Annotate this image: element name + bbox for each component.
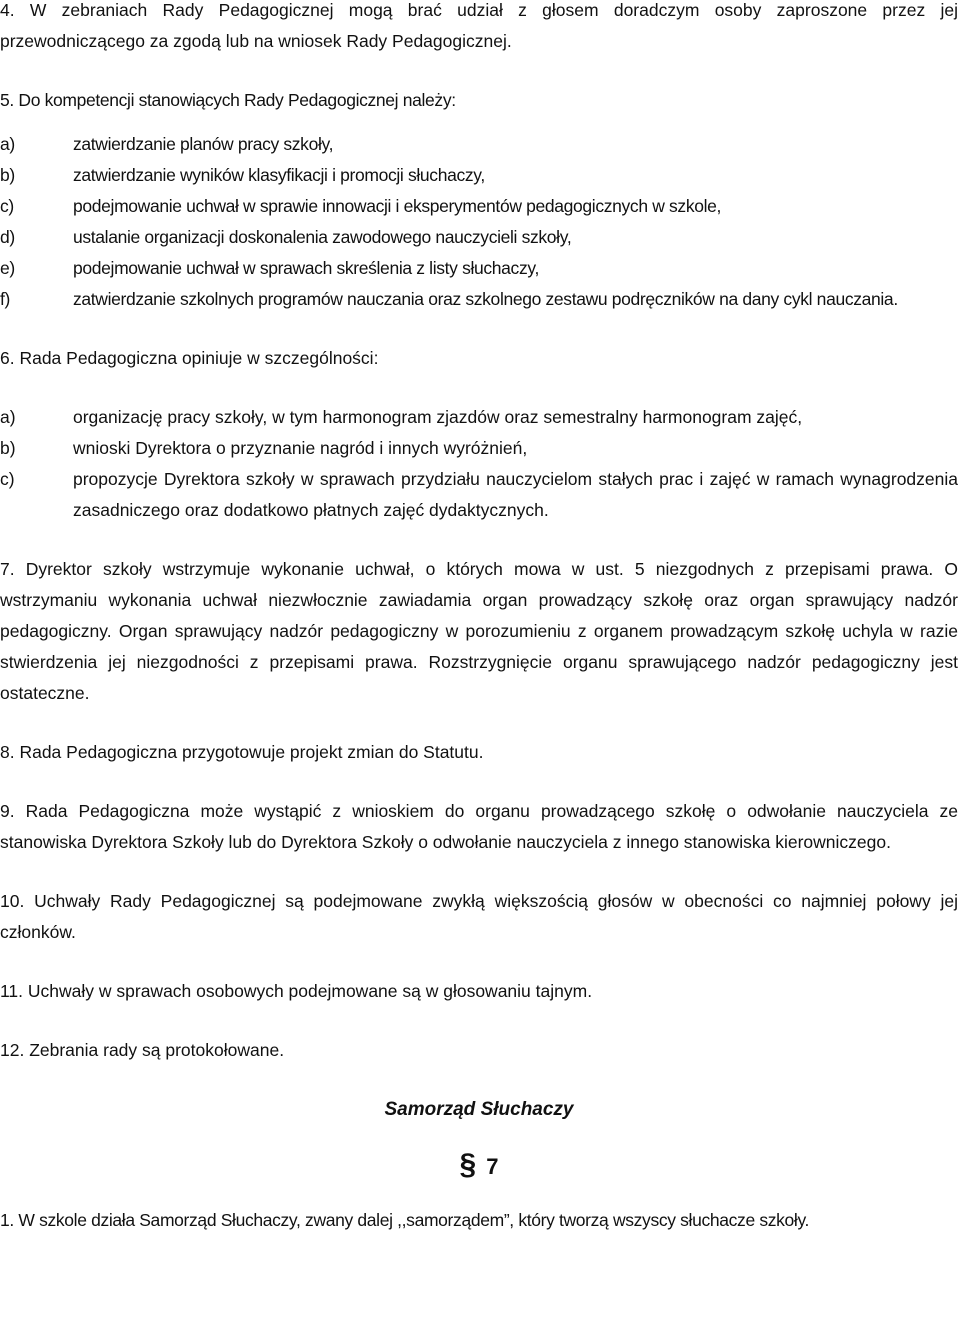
list-item-text: propozycje Dyrektora szkoły w sprawach przydziału nauczycielom stałych prac i zajęć w ramach wynagrodzenia zasadniczego oraz dodatkowo płatnych zajęć dydaktycznych. [73, 469, 958, 520]
list-marker: e) [0, 258, 15, 278]
list-marker: a) [0, 407, 16, 427]
section-number-value: 7 [486, 1154, 499, 1179]
list-marker: c) [0, 469, 15, 489]
list-item-text: wnioski Dyrektora o przyznanie nagród i innych wyróżnień, [73, 438, 528, 458]
paragraph-10: 10. Uchwały Rady Pedagogicznej są podejmowane zwykłą większością głosów w obecności co najmniej połowy jej członków. [0, 891, 958, 942]
list-item [0, 402, 958, 433]
paragraph-4: 4. W zebraniach Rady Pedagogicznej mogą brać udział z głosem doradczym osoby zaproszone przez jej przewodniczącego za zgodą lub na wniosek Rady Pedagogicznej. [0, 0, 958, 51]
list-marker: d) [0, 227, 15, 247]
paragraph-7: 7. Dyrektor szkoły wstrzymuje wykonanie uchwał, o których mowa w ust. 5 niezgodnych z przepisami prawa. O wstrzymaniu wykonania uchwał niezwłocznie zawiadamia organ prowadzący szkołę oraz organ sprawujący nadzór pedagogiczny. Organ sprawujący nadzór pedagogiczny w porozumieniu z organem prowadzącym szkołę uchyla w razie stwierdzenia jej niezgodności z przepisami prawa. Rozstrzygnięcie organu sprawującego nadzór pedagogiczny jest ostateczne. [0, 559, 958, 703]
paragraph-6-intro: 6. Rada Pedagogiczna opiniuje w szczególności: [0, 348, 379, 368]
list-item-text: podejmowanie uchwał w sprawach skreślenia z listy słuchaczy, [73, 258, 539, 278]
list-item-text: podejmowanie uchwał w sprawie innowacji i eksperymentów pedagogicznych w szkole, [73, 196, 722, 216]
list-item [0, 129, 958, 160]
section-sign-icon: § [459, 1148, 477, 1181]
paragraph-5-intro: 5. Do kompetencji stanowiących Rady Pedagogicznej należy: [0, 90, 456, 110]
section-number [0, 1145, 958, 1187]
list-marker: a) [0, 134, 15, 154]
list-item-text: ustalanie organizacji doskonalenia zawodowego nauczycieli szkoły, [73, 227, 572, 247]
list-item-text: zatwierdzanie planów pracy szkoły, [73, 134, 334, 154]
paragraph-9: 9. Rada Pedagogiczna może wystąpić z wnioskiem do organu prowadzącego szkołę o odwołanie nauczyciela ze stanowiska Dyrektora Szkoły lub do Dyrektora Szkoły o odwołanie nauczyciela z innego stanowiska kierowniczego. [0, 801, 958, 852]
list-item-text: zatwierdzanie wyników klasyfikacji i promocji słuchaczy, [73, 165, 485, 185]
list-marker: c) [0, 196, 14, 216]
paragraph-11: 11. Uchwały w sprawach osobowych podejmowane są w głosowaniu tajnym. [0, 981, 593, 1001]
list-item-text: organizację pracy szkoły, w tym harmonogram zjazdów oraz semestralny harmonogram zajęć, [73, 407, 803, 427]
list-item [0, 160, 958, 191]
list-item [0, 464, 958, 526]
list-item [0, 222, 958, 253]
paragraph-12: 12. Zebrania rady są protokołowane. [0, 1040, 285, 1060]
list-item [0, 284, 958, 315]
paragraph-8: 8. Rada Pedagogiczna przygotowuje projekt zmian do Statutu. [0, 742, 484, 762]
list-marker: b) [0, 165, 15, 185]
paragraph-s7-1: 1. W szkole działa Samorząd Słuchaczy, zwany dalej ,,samorządem”, który tworzą wszyscy słuchacze szkoły. [0, 1210, 810, 1230]
section-heading: Samorząd Słuchaczy [384, 1099, 574, 1120]
list-item [0, 433, 958, 464]
opinions-list [0, 402, 958, 526]
list-marker: f) [0, 289, 10, 309]
list-marker: b) [0, 438, 16, 458]
list-item [0, 191, 958, 222]
competences-list [0, 129, 958, 315]
list-item-text: zatwierdzanie szkolnych programów nauczania oraz szkolnego zestawu podręczników na dany cykl nauczania. [73, 289, 898, 309]
list-item [0, 253, 958, 284]
